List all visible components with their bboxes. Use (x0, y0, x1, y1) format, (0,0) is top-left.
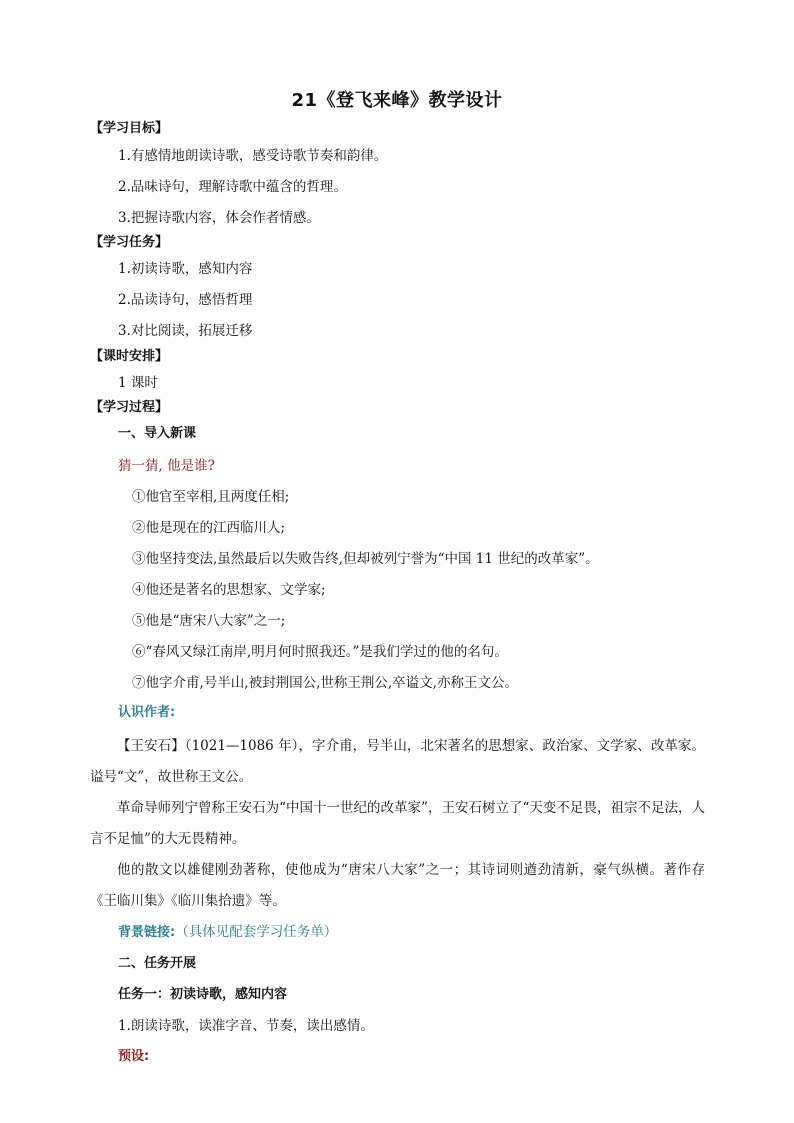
objective-2: 2.品味诗句，理解诗歌中蕴含的哲理。 (118, 179, 347, 195)
background-line (118, 923, 337, 942)
task1-step: 1.朗读诗歌，读准字音、节奏，读出感情。 (118, 1018, 374, 1034)
author-paragraph-3: 他的散文以雄健刚劲著称，使他成为“唐宋八大家”之一；其诗词则遒劲清新，豪气纵横。著作存《王临川集》《临川集拾遗》等。 (90, 862, 705, 909)
schedule-header: 【课时安排】 (90, 349, 169, 364)
clue-3: ③他坚持变法,虽然最后以失败告终,但却被列宁誉为“中国 11 世纪的改革家”。 (132, 551, 599, 567)
tasks-header: 【学习任务】 (90, 235, 169, 250)
document-title: 21《登飞来峰》教学设计 (291, 90, 503, 111)
objective-3: 3.把握诗歌内容，体会作者情感。 (118, 210, 320, 226)
objectives-header: 【学习目标】 (90, 121, 169, 136)
task-2: 2.品读诗句，感悟哲理 (118, 292, 253, 308)
part1-title: 一、导入新课 (118, 426, 197, 441)
clue-4: ④他还是著名的思想家、文学家; (132, 582, 326, 598)
background-label: 背景链接: (118, 925, 176, 940)
author-paragraph-1: 【王安石】（1021—1086 年），字介甫，号半山，北宋著名的思想家、政治家、文学家、改革家。谥号“文”，故世称王文公。 (90, 738, 705, 785)
schedule-value: 1 课时 (118, 375, 158, 391)
clue-1: ①他官至宰相,且两度任相; (132, 489, 290, 505)
preset-label: 预设: (118, 1049, 150, 1064)
clue-2: ②他是现在的江西临川人; (132, 520, 286, 536)
task1-title: 任务一：初读诗歌，感知内容 (118, 987, 288, 1002)
author-label: 认识作者: (118, 705, 176, 720)
guess-prompt: 猜一猜, 他是谁? (118, 458, 215, 474)
clue-5: ⑤他是“唐宋八大家”之一; (132, 613, 286, 629)
author-paragraph-2: 革命导师列宁曾称王安石为“中国十一世纪的改革家”，王安石树立了“天变不足畏，祖宗不足法，人言不足恤”的大无畏精神。 (90, 800, 705, 847)
background-note: （具体见配套学习任务单） (175, 924, 338, 940)
part2-title: 二、任务开展 (118, 956, 197, 971)
process-header: 【学习过程】 (90, 400, 169, 415)
task-3: 3.对比阅读，拓展迁移 (118, 323, 253, 339)
clue-6: ⑥“春风又绿江南岸,明月何时照我还。”是我们学过的他的名句。 (132, 644, 508, 660)
objective-1: 1.有感情地朗读诗歌，感受诗歌节奏和韵律。 (118, 148, 388, 164)
clue-7: ⑦他字介甫,号半山,被封荆国公,世称王荆公,卒谥文,亦称王文公。 (132, 675, 518, 691)
task-1: 1.初读诗歌，感知内容 (118, 261, 253, 277)
